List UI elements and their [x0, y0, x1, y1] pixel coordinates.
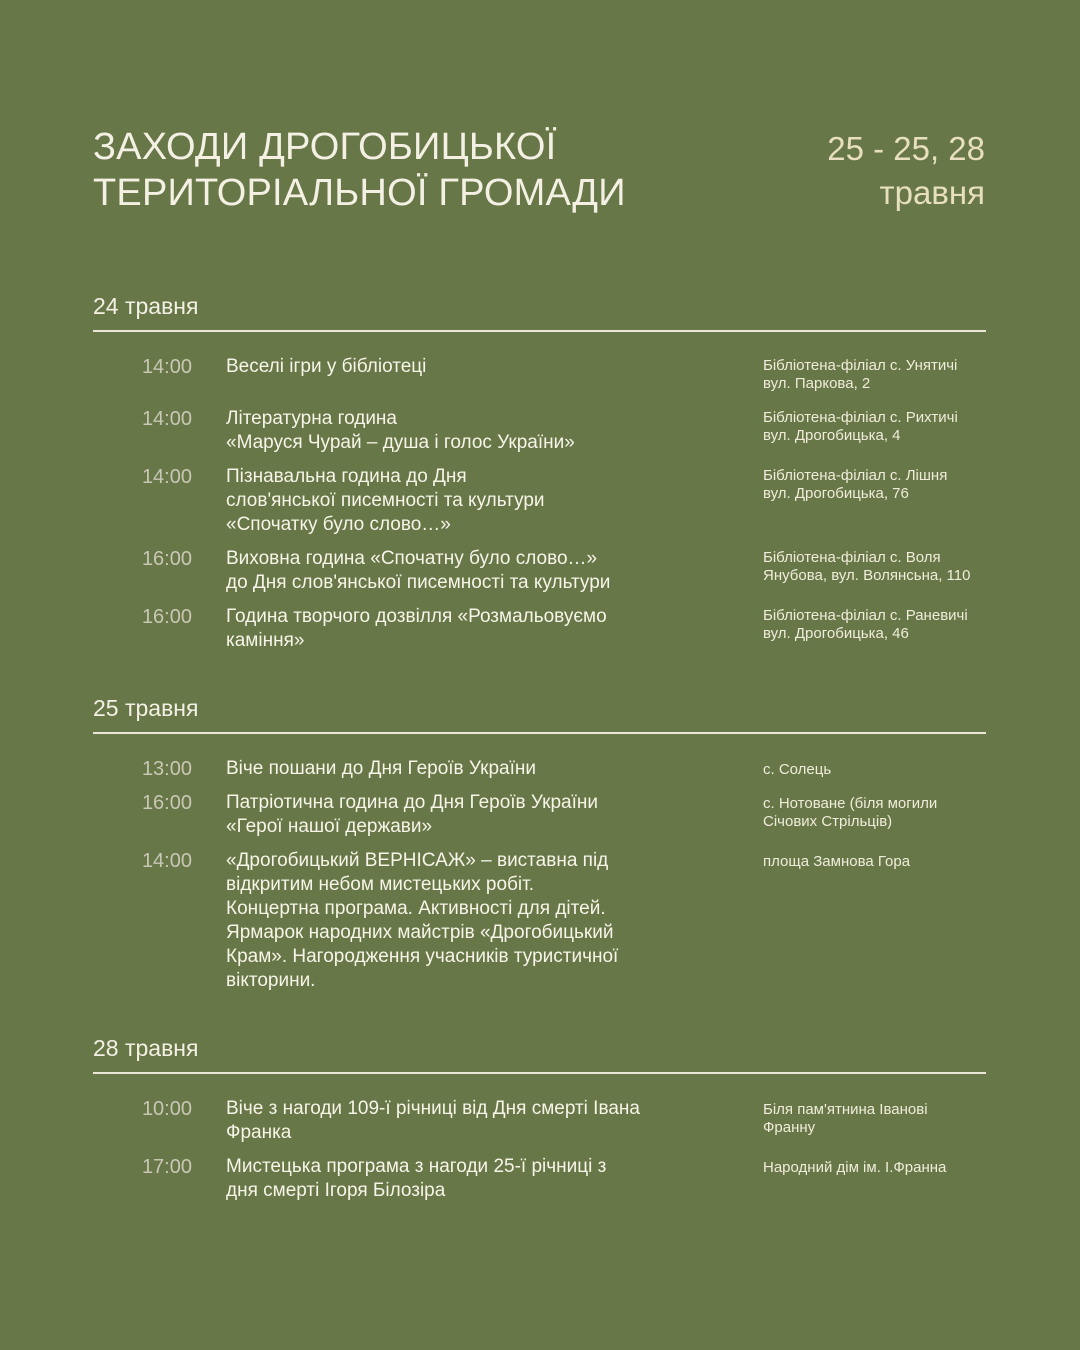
event-time: 13:00: [141, 758, 192, 780]
day-section-24: [93, 292, 986, 651]
page-title: [93, 124, 733, 216]
event-venue: Бібліотена-філіал с. Лішня вул. Дрогобицька, 76: [763, 467, 948, 502]
event-time: 16:00: [141, 606, 192, 628]
day-heading: 28 травня: [93, 1035, 199, 1061]
event-venue: Бібліотена-філіал с. Воля Янубова, вул. Волянсьна, 110: [763, 549, 971, 584]
event-time: 16:00: [141, 548, 192, 570]
event-time: 14:00: [141, 356, 192, 378]
event-time: 14:00: [141, 466, 192, 488]
event-venue: Народний дім ім. І.Франна: [763, 1159, 947, 1176]
event-title: «Дрогобицький ВЕРНІСАЖ» – виставна під відкритим небом мистецьких робіт. Концертна програма. Активності для дітей. Ярмарок народних майстрів «Дрогобицький Крам». Нагородження учасників туристичної вікторини.: [226, 850, 619, 991]
divider: [93, 1072, 986, 1074]
divider: [93, 732, 986, 734]
day-section-28: [93, 1034, 986, 1201]
date-range: [827, 127, 985, 215]
event-title: Віче пошани до Дня Героїв України: [226, 758, 536, 779]
event-venue: площа Замнова Гора: [763, 853, 911, 870]
day-heading: 25 травня: [93, 695, 199, 721]
event-venue: Бібліотена-філіал с. Раневичі вул. Дрогобицька, 46: [763, 607, 968, 642]
event-venue: с. Солець: [763, 761, 832, 778]
event-venue: Біля пам'ятнина Іванові Франну: [763, 1101, 928, 1136]
event-time: 10:00: [141, 1098, 192, 1120]
event-time: 14:00: [141, 408, 192, 430]
event-title: Виховна година «Спочатну було слово…» до Дня слов'янської писемності та культури: [226, 548, 611, 593]
day-heading: 24 травня: [93, 293, 199, 319]
event-time: 14:00: [141, 850, 192, 872]
date-range-month: травня: [879, 174, 985, 211]
event-title: Веселі ігри у бібліотеці: [226, 356, 427, 377]
day-section-25: [93, 694, 986, 991]
event-time: 17:00: [141, 1156, 192, 1178]
event-time: 16:00: [141, 792, 192, 814]
event-title: Година творчого дозвілля «Розмальовуємо каміння»: [226, 606, 607, 651]
event-venue: Бібліотена-філіал с. Унятичі вул. Паркова, 2: [763, 357, 958, 392]
event-title: Літературна година «Маруся Чурай – душа і голос України»: [226, 408, 575, 453]
page-title-line-2: ТЕРИТОРІАЛЬНОЇ ГРОМАДИ: [93, 172, 626, 214]
event-title: Пізнавальна година до Дня слов'янської писемності та культури «Спочатку було слово…»: [226, 466, 545, 535]
event-title: Віче з нагоди 109-ї річниці від Дня смерті Івана Франка: [226, 1098, 640, 1143]
event-title: Мистецька програма з нагоди 25-ї річниці з дня смерті Ігоря Білозіра: [226, 1156, 607, 1201]
event-venue: с. Нотоване (біля могили Січових Стрільців): [763, 795, 938, 830]
event-venue: Бібліотена-філіал с. Рихтичі вул. Дрогобицька, 4: [763, 409, 958, 444]
divider: [93, 330, 986, 332]
event-title: Патріотична година до Дня Героїв України «Герої нашої держави»: [226, 792, 598, 837]
page-title-line-1: ЗАХОДИ ДРОГОБИЦЬКОЇ: [93, 126, 557, 168]
date-range-days: 25 - 25, 28: [827, 130, 985, 167]
